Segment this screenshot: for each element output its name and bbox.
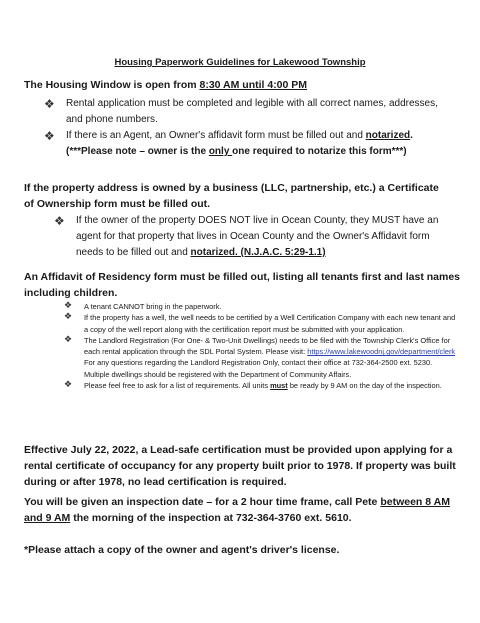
list-item: ❖ A tenant CANNOT bring in the paperwork. [64,300,222,311]
diamond-bullet-icon: ❖ [64,300,73,310]
affidavit-heading: An Affidavit of Residency form must be filled out, listing all tenants first and last names including children. [24,271,461,299]
business-ownership-heading: If the property address is owned by a business (LLC, partnership, etc.) a Certificate of Ownership form must be filled out. [24,182,439,210]
diamond-bullet-icon: ❖ [44,129,55,143]
diamond-bullet-icon: ❖ [64,333,73,344]
clerk-department-link[interactable]: https://www.lakewoodnj.gov/department/clerk [307,347,456,357]
ocean-county-list [54,213,458,261]
diamond-bullet-icon: ❖ [64,311,73,322]
list-item: ❖ Rental application must be completed and legible with all correct names, addresses, and phone numbers. [44,97,438,125]
diamond-bullet-icon: ❖ [44,97,55,111]
inspection-requirements-list [64,301,458,391]
list-item: ❖ If the property has a well, the well needs to be certified by a Well Certification Company with each new tenant and a copy of the well report along with the certification report must be submitted with your application. [64,311,456,334]
application-requirements-list [44,96,444,160]
diamond-bullet-icon: ❖ [54,214,65,228]
list-item: ❖ Please feel free to ask for a list of requirements. All units must be ready by 9 AM on the day of the inspection. [64,379,442,391]
lead-safe-notice: Effective July 22, 2022, a Lead-safe certification must be provided upon applying for a rental certificate of occupancy for any property built prior to 1978. If property was built during or after 1978, no lead certification is required. [24,444,456,488]
page-title: Housing Paperwork Guidelines for Lakewood Township [114,57,366,68]
license-note: *Please attach a copy of the owner and agent's driver's license. [24,544,340,556]
list-item: ❖ The Landlord Registration (For One- & Two-Unit Dwellings) needs to be filed with the Township Clerk's Office for each rental application through the SDL Portal System. Please visit: https://www.lakewoodnj.gov/department/clerk For any questions regarding the Landlord Registration Only, contact their office at 732-364-2500 ext. 5230. Multiple dwellings should be registered with the Department of Community Affairs. [64,333,456,379]
diamond-bullet-icon: ❖ [64,379,73,390]
list-item: ❖ If there is an Agent, an Owner's affidavit form must be filled out and notarized. (***Please note – owner is the only one required to notarize this form***) [44,129,413,157]
window-hours: The Housing Window is open from 8:30 AM until 4:00 PM [24,79,308,91]
inspection-scheduling-notice: You will be given an inspection date – for a 2 hour time frame, call Pete between 8 AM and 9 AM the morning of the inspection at 732-364-3760 ext. 5610. [24,496,450,524]
list-item: ❖ If the owner of the property DOES NOT live in Ocean County, they MUST have an agent for that property that lives in Ocean County and the Owner's Affidavit form needs to be filled out and notarized. (N.J.A.C. 5:29-1.1) [54,214,439,258]
